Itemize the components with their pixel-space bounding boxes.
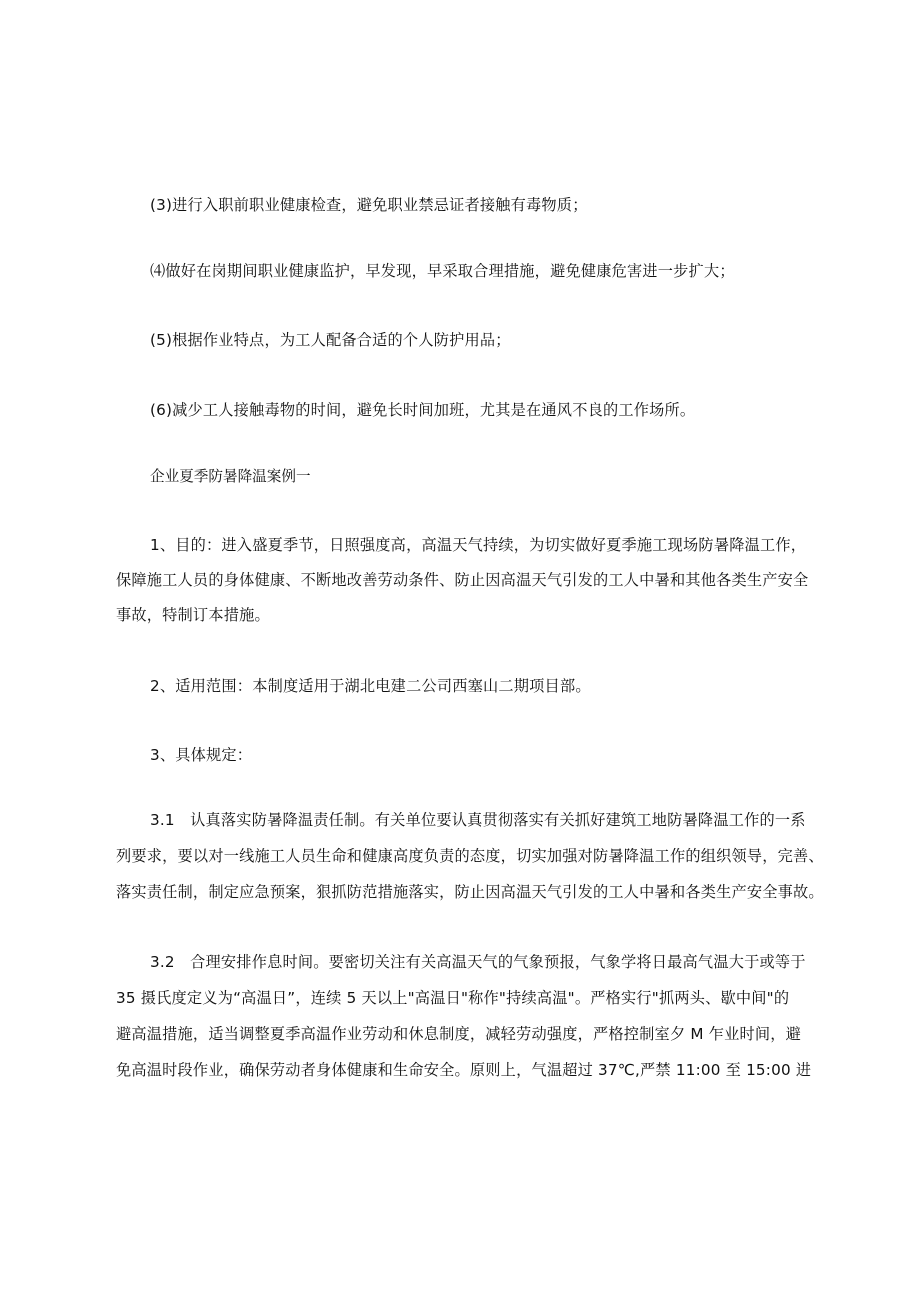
list-item-4: ⑷做好在岗期间职业健康监护，早发现，早采取合理措施，避免健康危害进一步扩大； xyxy=(150,262,735,280)
paragraph-3: 3、具体规定： xyxy=(150,746,253,764)
paragraph-1-line-2: 保障施工人员的身体健康、不断地改善劳动条件、防止因高温天气引发的工人中暑和其他各类生产安全 xyxy=(116,571,809,589)
list-item-5: (5)根据作业特点，为工人配备合适的个人防护用品； xyxy=(150,331,511,349)
paragraph-3-2-line-2: 35 摄氏度定义为“高温日”，连续 5 天以上"高温日"称作"持续高温"。严格实行"抓两头、歇中间"的 xyxy=(116,989,790,1007)
list-item-6: (6)减少工人接触毒物的时间，避免长时间加班，尤其是在通风不良的工作场所。 xyxy=(150,401,696,419)
paragraph-3-1-line-1: 3.1 认真落实防暑降温责任制。有关单位要认真贯彻落实有关抓好建筑工地防暑降温工作的一系 xyxy=(150,811,806,829)
paragraph-1-line-1: 1、目的：进入盛夏季节，日照强度高，高温天气持续，为切实做好夏季施工现场防暑降温工作， xyxy=(150,536,807,554)
paragraph-3-2-line-1: 3.2 合理安排作息时间。要密切关注有关高温天气的气象预报，气象学将日最高气温大于或等于 xyxy=(150,953,806,971)
paragraph-3-2-line-3: 避高温措施，适当调整夏季高温作业劳动和休息制度，减轻劳动强度，严格控制室夕 M 乍业时间，避 xyxy=(116,1025,802,1043)
paragraph-3-2-line-4: 免高温时段作业，确保劳动者身体健康和生命安全。原则上，气温超过 37℃,严禁 11:00 至 15:00 进 xyxy=(116,1061,812,1079)
paragraph-3-1-line-3: 落实责任制，制定应急预案，狠抓防范措施落实，防止因高温天气引发的工人中暑和各类生产安全事故。 xyxy=(116,883,824,901)
paragraph-3-1-line-2: 列要求，要以对一线施工人员生命和健康高度负责的态度，切实加强对防暑降温工作的组织领导，完善、 xyxy=(116,847,824,865)
paragraph-2: 2、适用范围：本制度适用于湖北电建二公司西塞山二期项目部。 xyxy=(150,677,591,695)
paragraph-1-line-3: 事故，特制订本措施。 xyxy=(116,606,270,624)
section-title: 企业夏季防暑降温案例一 xyxy=(150,468,311,485)
list-item-3: (3)进行入职前职业健康检查，避免职业禁忌证者接触有毒物质； xyxy=(150,196,588,214)
